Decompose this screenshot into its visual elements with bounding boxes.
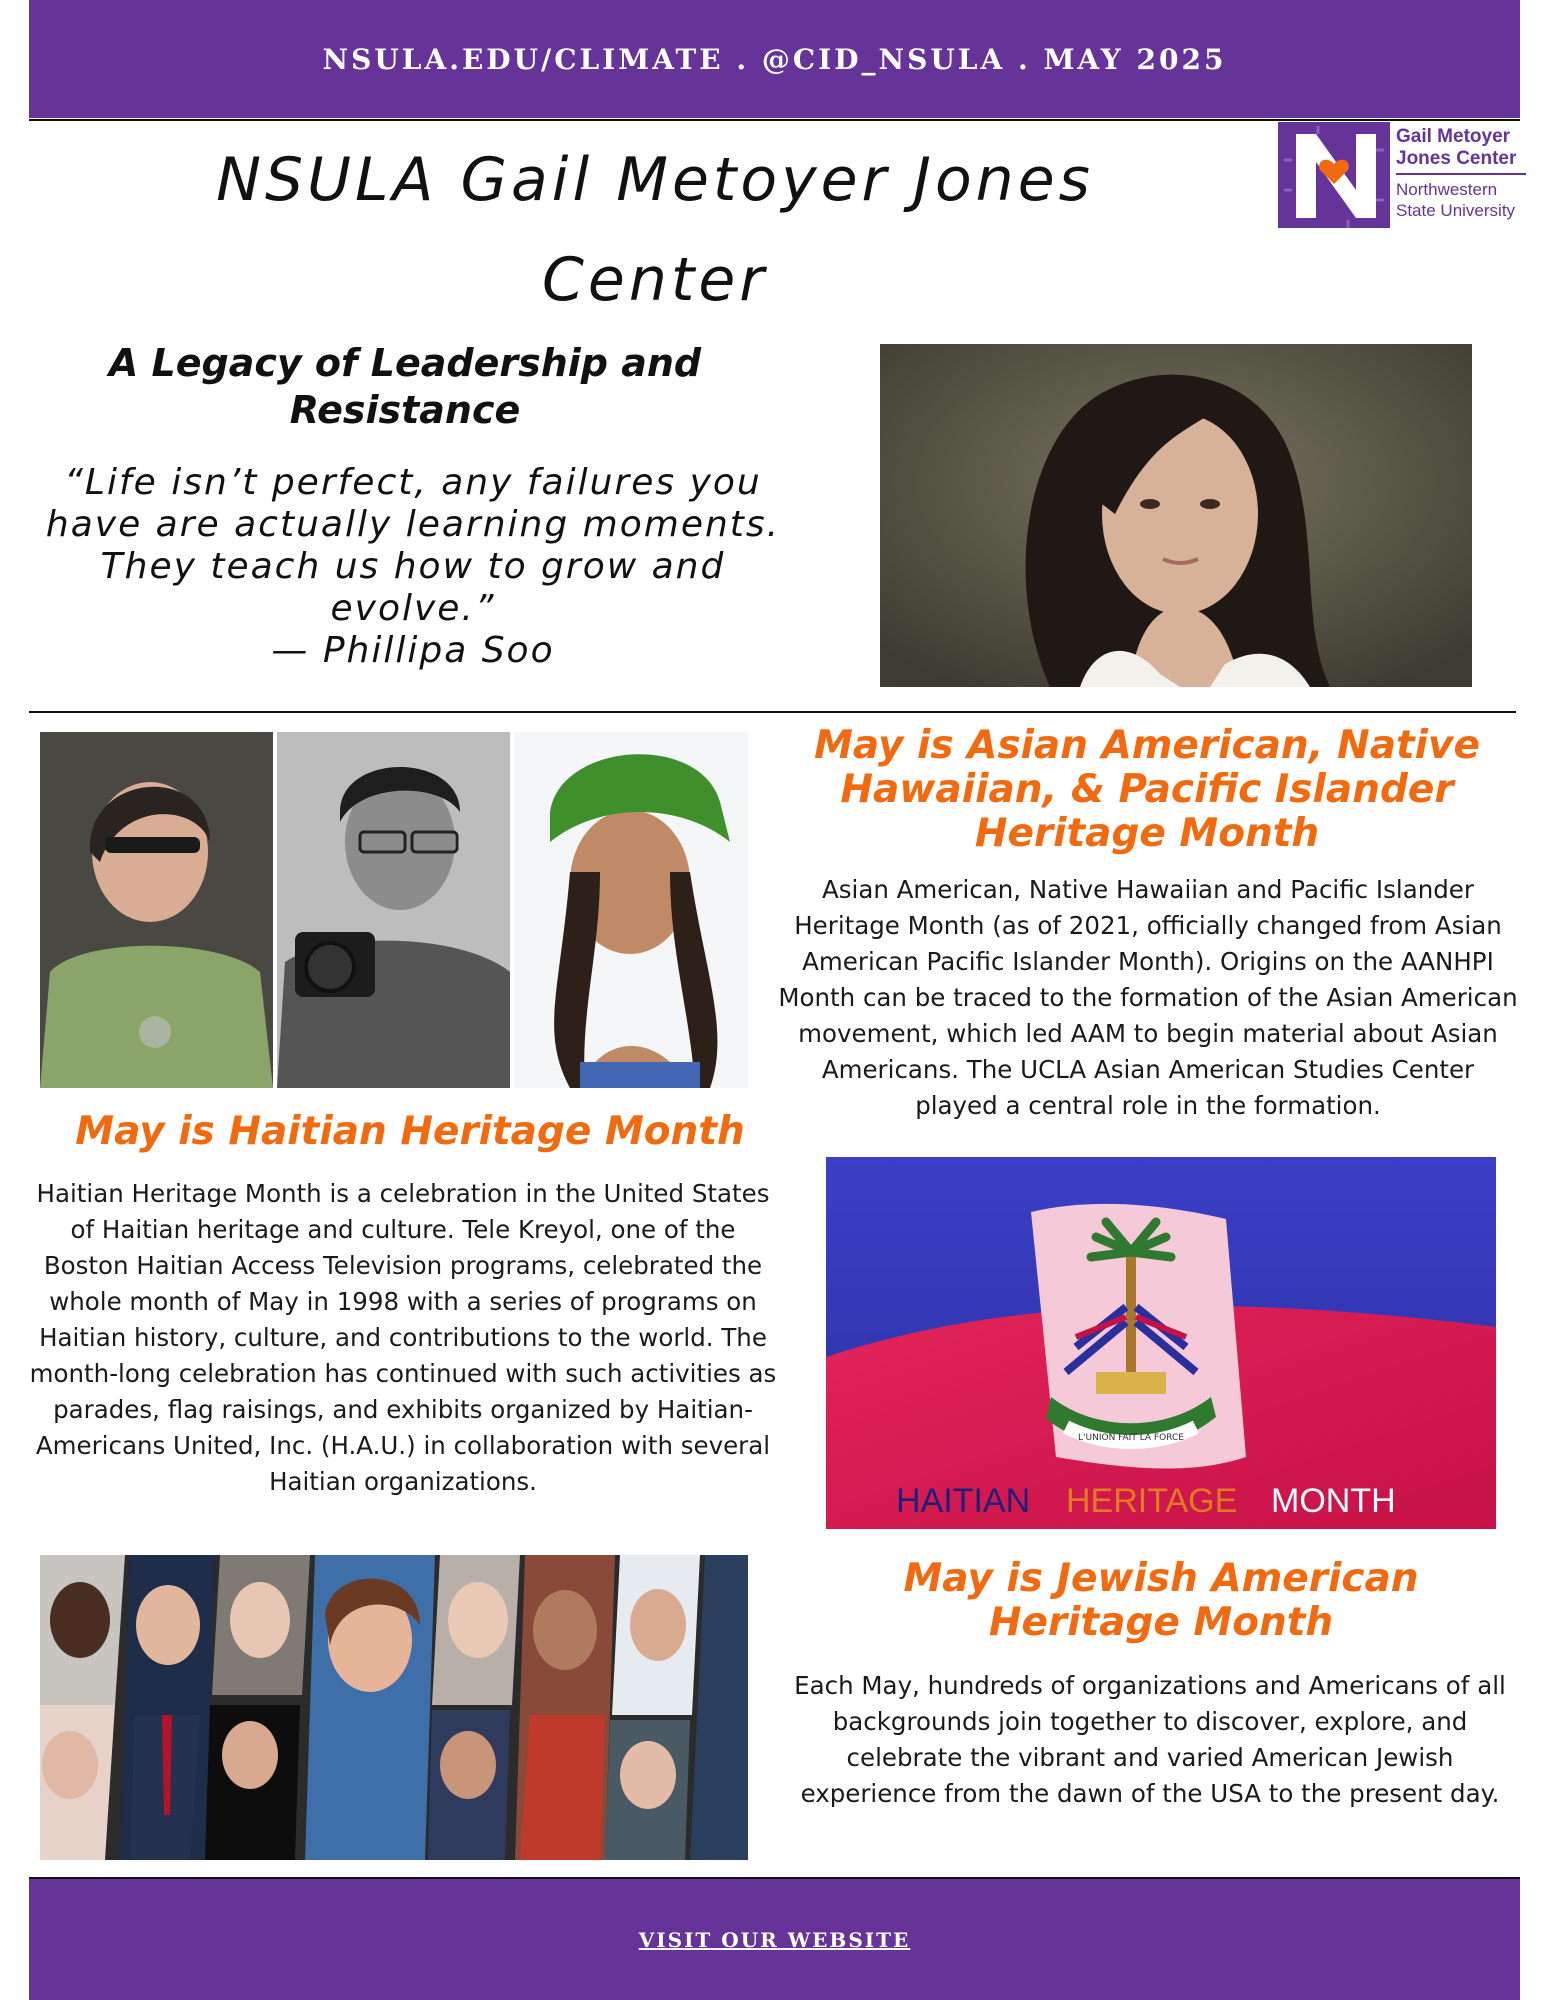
feature-heading: A Legacy of Leadership and Resistance [108, 341, 702, 432]
header-tagline: NSULA.EDU/CLIMATE . @CID_NSULA . MAY 2025 [322, 42, 1227, 76]
quote-attribution: — Phillipa Soo [271, 630, 555, 671]
portrait-photo [880, 344, 1472, 687]
flag-caption-1: HAITIAN [896, 1482, 1031, 1520]
feature-quote: “Life isn’t perfect, any failures you have are actually learning moments. They teach us how to grow and evolve.” [45, 462, 781, 629]
jewish-photo-collage [40, 1555, 748, 1860]
logo-line4: State University [1396, 201, 1516, 220]
aanhpi-photo-collage [40, 732, 748, 1088]
flag-caption-2: HERITAGE [1066, 1482, 1238, 1520]
jewish-heading: May is Jewish American Heritage Month [903, 1556, 1419, 1645]
top-banner [29, 0, 1520, 118]
section-divider [29, 711, 1516, 713]
logo-line1: Gail Metoyer [1396, 126, 1511, 147]
visit-website-link[interactable]: VISIT OUR WEBSITE [638, 1927, 911, 1952]
haitian-heading: May is Haitian Heritage Month [75, 1109, 745, 1154]
page-title: NSULA Gail Metoyer Jones Center [216, 145, 1094, 315]
footer-banner [29, 1879, 1520, 2000]
center-logo [1278, 120, 1528, 232]
haitian-body: Haitian Heritage Month is a celebration in the United States of Haitian heritage and culture. Tele Kreyol, one of the Boston Haitian Access Television programs, celebrated the whole month of May in 1998 with a series of programs on Haitian history, culture, and contributions to the world. The month-long celebration has continued with such activities as parades, flag raisings, and exhibits organized by Haitian-Americans United, Inc. (H.A.U.) in collaboration with several Haitian organizations. [29, 1179, 777, 1496]
aanhpi-body: Asian American, Native Hawaiian and Pacific Islander Heritage Month (as of 2021, officially changed from Asian American Pacific Islander Month). Origins on the AANHPI Month can be traced to the formation of the Asian American movement, which led AAM to begin material about Asian Americans. The UCLA Asian American Studies Center played a central role in the formation. [778, 875, 1518, 1120]
haitian-flag-image [826, 1157, 1496, 1529]
logo-line2: Jones Center [1396, 148, 1517, 169]
aanhpi-heading: May is Asian American, Native Hawaiian, & Pacific Islander Heritage Month [814, 723, 1480, 856]
logo-line3: Northwestern [1396, 180, 1498, 199]
feature-quote-block [28, 462, 798, 672]
logo-mark [1278, 120, 1528, 232]
flag-motto: L'UNION FAIT LA FORCE [1078, 1433, 1184, 1443]
jewish-body: Each May, hundreds of organizations and Americans of all backgrounds join together to discover, explore, and celebrate the vibrant and varied American Jewish experience from the dawn of the USA to the present day. [794, 1671, 1506, 1808]
flag-caption-3: MONTH [1271, 1482, 1396, 1520]
